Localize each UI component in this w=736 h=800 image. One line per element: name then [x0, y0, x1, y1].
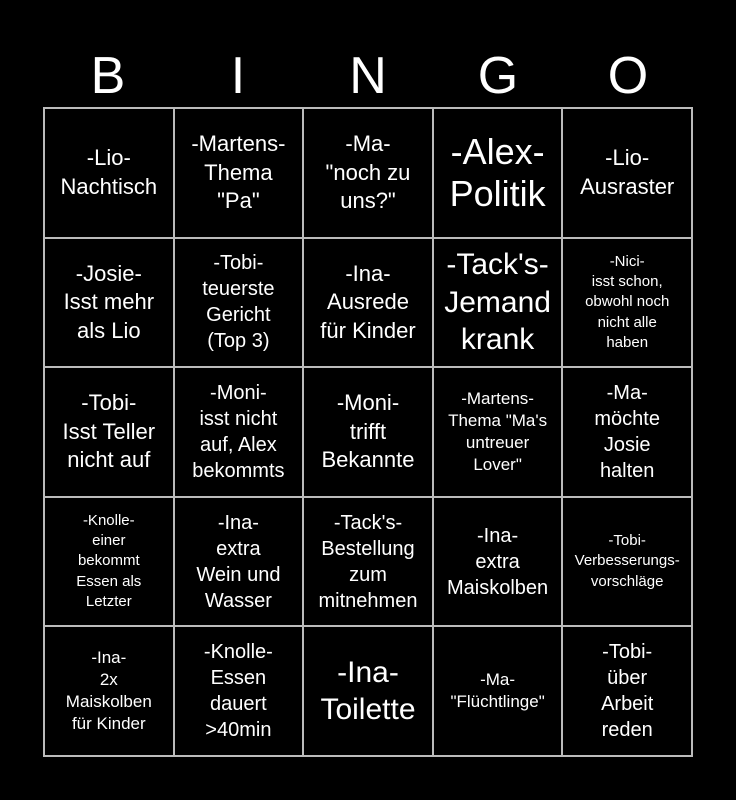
- bingo-cell-r4c2[interactable]: [174, 497, 304, 627]
- bingo-cell-r1c2[interactable]: [174, 108, 304, 238]
- cell-text: -Lio- Ausraster: [580, 145, 675, 199]
- cell-text: -Ina- extra Maiskolben: [447, 524, 549, 599]
- cell-text: -Ma- "noch zu uns?": [325, 130, 411, 214]
- cell-text: -Lio- Nachtisch: [60, 145, 158, 199]
- cell-text: -Tobi- Isst Teller nicht auf: [62, 390, 156, 473]
- bingo-cell-r3c4[interactable]: [433, 367, 563, 497]
- cell-text: -Ina- Ausrede für Kinder: [320, 260, 416, 343]
- bingo-cell-r3c2[interactable]: [174, 367, 304, 497]
- cell-text: -Ina- extra Wein und Wasser: [196, 511, 281, 612]
- cell-text: -Moni- trifft Bekannte: [321, 390, 415, 473]
- title-letter-b: B: [90, 47, 126, 105]
- title-letter-n: N: [349, 47, 387, 105]
- cell-text: -Knolle- einer bekommt Essen als Letzter: [76, 511, 142, 610]
- bingo-cell-r4c1[interactable]: [44, 497, 174, 627]
- bingo-cell-r1c5[interactable]: [562, 108, 692, 238]
- bingo-cell-r4c5[interactable]: [562, 497, 692, 627]
- bingo-cell-r5c3[interactable]: [303, 626, 433, 756]
- cell-text: -Ma- "Flüchtlinge": [450, 670, 545, 712]
- cell-text: -Moni- isst nicht auf, Alex bekommts: [192, 381, 285, 482]
- bingo-cell-r2c2[interactable]: [174, 238, 304, 368]
- title-letter-i: I: [230, 47, 246, 105]
- cell-text: -Ina- Toilette: [320, 655, 416, 727]
- bingo-cell-r5c1[interactable]: [44, 626, 174, 756]
- cell-text: -Martens- Thema "Pa": [191, 130, 286, 214]
- bingo-cell-r3c1[interactable]: [44, 367, 174, 497]
- cell-text: -Tobi- Verbesserungs- vorschläge: [574, 532, 680, 590]
- title-letter-o: O: [607, 47, 649, 105]
- bingo-cell-r5c2[interactable]: [174, 626, 304, 756]
- bingo-cell-r5c4[interactable]: [433, 626, 563, 756]
- bingo-cell-r1c4[interactable]: [433, 108, 563, 238]
- bingo-cell-r2c4[interactable]: [433, 238, 563, 368]
- bingo-cell-r3c5[interactable]: [562, 367, 692, 497]
- cell-text: -Josie- Isst mehr als Lio: [63, 260, 155, 343]
- cell-text: -Tobi- über Arbeit reden: [601, 641, 654, 742]
- cell-text: -Martens- Thema "Ma's untreuer Lover": [448, 388, 548, 475]
- cell-text: -Tobi- teuerste Gericht (Top 3): [202, 252, 275, 353]
- cell-text: -Alex- Politik: [449, 131, 546, 214]
- bingo-cell-r5c5[interactable]: [562, 626, 692, 756]
- bingo-cell-r1c1[interactable]: [44, 108, 174, 238]
- bingo-cell-r1c3[interactable]: [303, 108, 433, 238]
- cell-text: -Ina- 2x Maiskolben für Kinder: [65, 648, 152, 734]
- bingo-cell-r2c3[interactable]: [303, 238, 433, 368]
- cell-text: -Knolle- Essen dauert >40min: [203, 641, 273, 742]
- title-letter-g: G: [477, 47, 519, 105]
- bingo-cell-r4c3[interactable]: [303, 497, 433, 627]
- cell-text: -Tack's- Jemand krank: [444, 248, 551, 357]
- bingo-cell-r2c1[interactable]: [44, 238, 174, 368]
- bingo-cell-r2c5[interactable]: [562, 238, 692, 368]
- bingo-board: [43, 107, 693, 757]
- bingo-cell-r3c3[interactable]: [303, 367, 433, 497]
- cell-text: -Tack's- Bestellung zum mitnehmen: [318, 511, 418, 612]
- cell-text: -Nici- isst schon, obwohl noch nicht alle haben: [585, 252, 670, 351]
- bingo-title: [43, 46, 693, 106]
- bingo-cell-r4c4[interactable]: [433, 497, 563, 627]
- cell-text: -Ma- möchte Josie halten: [594, 381, 660, 482]
